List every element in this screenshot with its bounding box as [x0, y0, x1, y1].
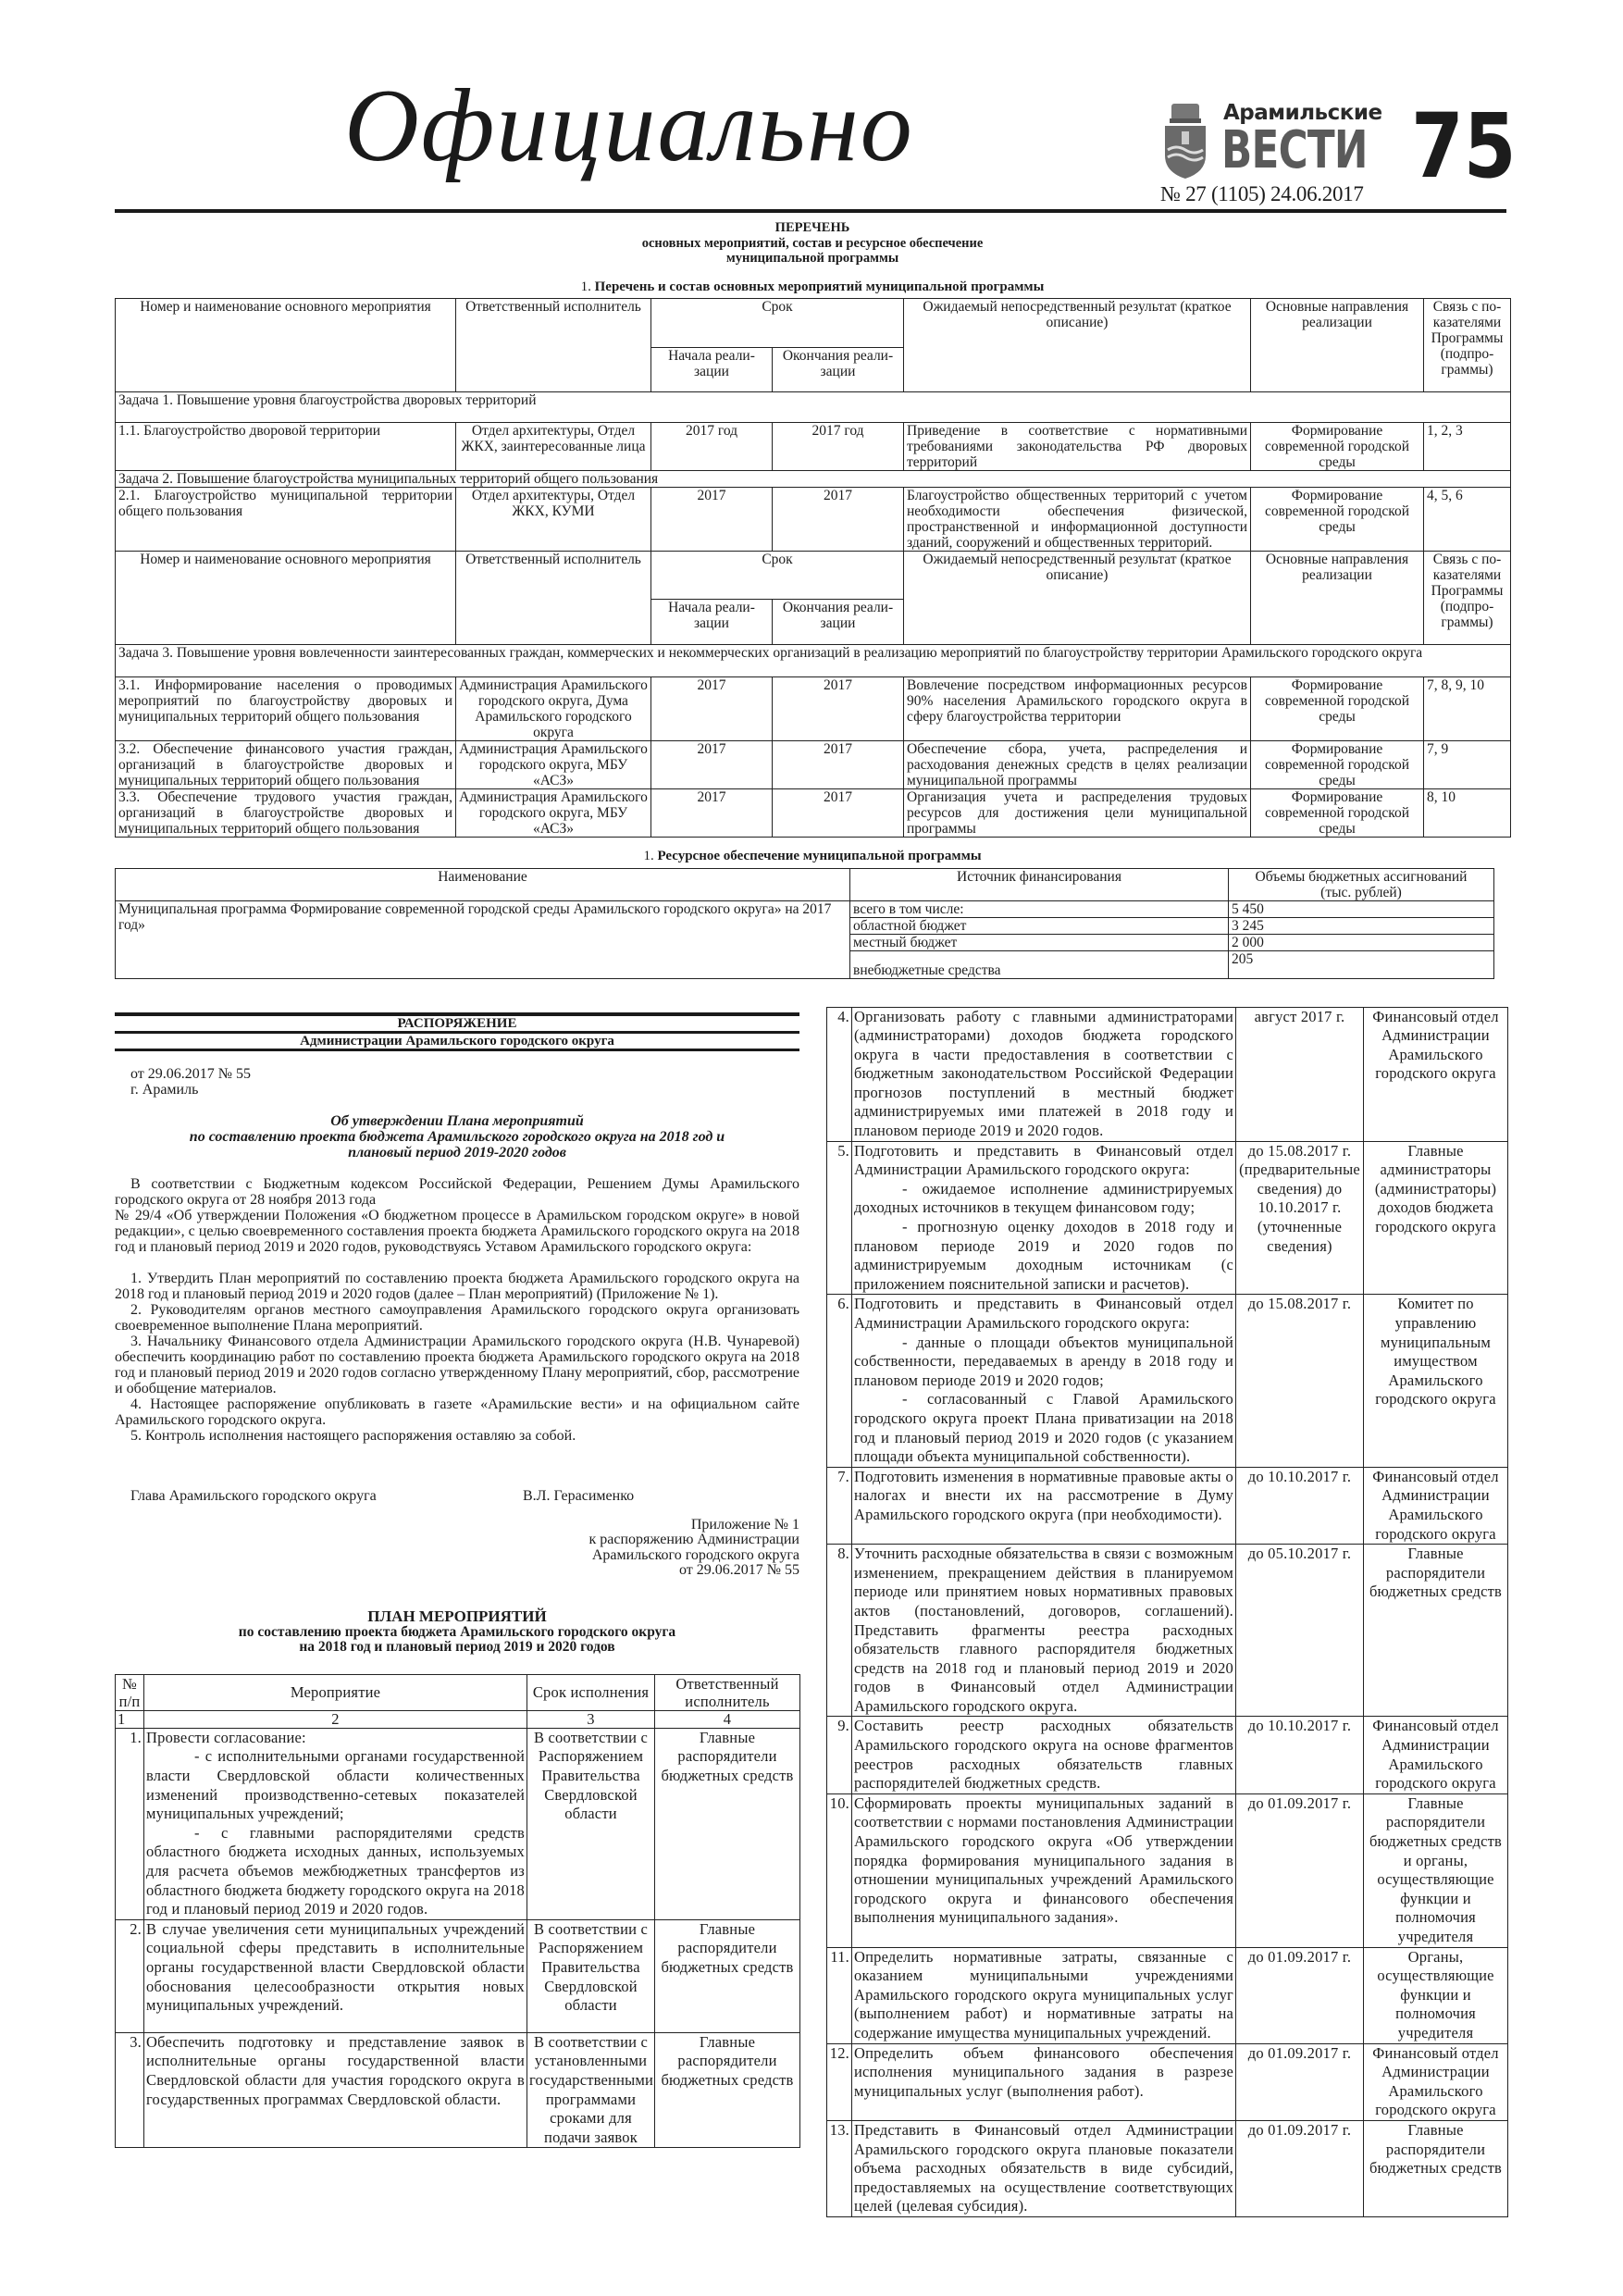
plan-activity-paragraph: Провести согласование:: [146, 1728, 306, 1746]
signature-title: Глава Арамильского городского округа: [130, 1487, 377, 1504]
header-term: Срок: [651, 299, 904, 348]
plan-activity-paragraph: - с исполнительными органами государственной власти Свердловской области количественных изменений производственно-сетевых показателей муниципальных учреждений;: [146, 1747, 525, 1823]
plan-header-activity: Мероприятие: [144, 1674, 527, 1710]
header-start: Начала реали- зации: [651, 600, 773, 645]
perechen-title: ПЕРЕЧЕНЬ: [774, 220, 850, 235]
resources-row: [116, 900, 1494, 917]
plan-row-activity: [852, 1141, 1236, 1295]
plan-header-row: [116, 1674, 800, 1710]
plan-row: [827, 1467, 1508, 1544]
funding-amount: 205: [1229, 950, 1494, 978]
section-title: Официально: [344, 68, 914, 183]
plan-row-number: 2.: [116, 1919, 144, 2032]
plan-activity-paragraph: - с главными распорядителями средств областного бюджета исходных данных, используемых для расчета объемов межбюджетных трансфертов из областного бюджета бюджету городского округа на 2018 год и плановый период 2019 и 2020 годов.: [146, 1823, 525, 1918]
plan-row-executor: Главные распорядители бюджетных средств: [655, 1919, 800, 2032]
plan-column-numbers-row: [116, 1710, 800, 1728]
coat-of-arms-icon: [1162, 102, 1208, 180]
activity-link: 1, 2, 3: [1424, 423, 1511, 471]
plan-row-executor: Главные распорядители бюджетных средств и органы, осуществляющие функции и полномочия учредителя: [1364, 1793, 1508, 1947]
plan-column-number: 4: [655, 1710, 800, 1728]
activity-start: 2017: [651, 488, 773, 552]
plan-row-deadline: до 01.09.2017 г.: [1236, 1793, 1364, 1947]
order-point: 1. Утвердить План мероприятий по составлению проекта бюджета Арамильского городского округа на 2018 год и плановый период 2019 и 2020 годов (далее – План мероприятий) (Приложение № 1).: [115, 1270, 799, 1302]
task-row: [116, 392, 1511, 423]
activity-start: 2017: [651, 741, 773, 789]
activity-name: 3.2. Обеспечение финансового участия граждан, организаций в благоустройстве дворовых и муниципальных территорий общего пользования: [116, 741, 456, 789]
plan-activity-paragraph: Организовать работу с главными администраторами (администраторами) доходов бюджета городского округа в части предоставления в соответствии с бюджетным законодательством Российской Федерации прогнозов поступлений в местный бюджет администрируемых ими платежей в 2018 году и плановом периоде 2019 и 2020 годов.: [854, 1007, 1233, 1140]
funding-amount: 5 450: [1229, 900, 1494, 917]
header-end: Окончания реали- зации: [773, 348, 904, 392]
right-column: [826, 1007, 1507, 2217]
order-points: [115, 1271, 799, 1444]
page-content: [115, 220, 1510, 2217]
plan-row-activity: [144, 2032, 527, 2148]
plan-row-deadline: август 2017 г.: [1236, 1007, 1364, 1141]
header-link: Связь с по- казателями Программы (подпро- граммы): [1424, 552, 1511, 645]
plan-row-executor: Главные распорядители бюджетных средств: [655, 1728, 800, 1919]
activity-directions: Формирование современной городской среды: [1251, 423, 1424, 471]
plan-subtitle-2: на 2018 год и плановый период 2019 и 2020 годов: [299, 1639, 615, 1656]
plan-row: [827, 1007, 1508, 1141]
header-result: Ожидаемый непосредственный результат (краткое описание): [904, 552, 1251, 645]
plan-activity-paragraph: Составить реестр расходных обязательств Арамильского городского округа на основе фрагментов реестров расходных обязательств главных распорядителей бюджетных средств.: [854, 1717, 1233, 1793]
activity-directions: Формирование современной городской среды: [1251, 789, 1424, 838]
plan-activity-paragraph: Определить нормативные затраты, связанные с оказанием муниципальными учреждениями Арамильского городского округа муниципальных услуг (выполнением работ) и нормативные затраты на содержание имущества муниципальных учреждений.: [854, 1947, 1233, 2042]
plan-row-deadline: до 10.10.2017 г.: [1236, 1717, 1364, 1793]
plan-subtitle-1: по составлению проекта бюджета Арамильского городского округа: [238, 1623, 676, 1640]
plan-row-executor: Финансовый отдел Администрации Арамильского городского округа: [1364, 2043, 1508, 2120]
plan-row-number: 7.: [827, 1467, 852, 1544]
plan-activity-paragraph: Подготовить и представить в Финансовый отдел Администрации Арамильского городского округа:: [854, 1295, 1233, 1332]
activity-name: 3.1. Информирование населения о проводимых мероприятий по благоустройству дворовых и муниципальных территорий общего пользования: [116, 677, 456, 741]
appendix-line-3: Арамильского городского округа: [591, 1546, 799, 1563]
activity-result: Благоустройство общественных территорий с учетом необходимости обеспечения физической, пространственной и информационной доступности зданий, сооружений и общественных территорий.: [904, 488, 1251, 552]
activity-start: 2017: [651, 789, 773, 838]
header-directions: Основные направления реализации: [1251, 299, 1424, 392]
activity-link: 8, 10: [1424, 789, 1511, 838]
order-body: [115, 1066, 799, 1444]
funding-source: областной бюджет: [850, 917, 1229, 934]
header-divider: [115, 209, 1506, 213]
plan-row-activity: [852, 1467, 1236, 1544]
plan-title: ПЛАН МЕРОПРИЯТИЙ: [367, 1607, 547, 1625]
plan-activity-paragraph: Подготовить изменения в нормативные правовые акты о налогах и внести их на рассмотрение в Думу Арамильского городского округа (при необходимости).: [854, 1467, 1233, 1523]
activity-result: Вовлечение посредством информационных ресурсов 90% населения Арамильского городского округа в сферу благоустройства территории: [904, 677, 1251, 741]
activity-row: [116, 677, 1511, 741]
header-activity: Номер и наименование основного мероприятия: [116, 299, 456, 392]
list-table-heading-text: Перечень и состав основных мероприятий муниципальной программы: [594, 279, 1045, 294]
plan-row: [827, 1717, 1508, 1793]
plan-row-activity: [852, 1295, 1236, 1467]
plan-row-deadline: до 01.09.2017 г.: [1236, 2043, 1364, 2120]
appendix-line-1: Приложение № 1: [690, 1516, 799, 1533]
task-cell: Задача 1. Повышение уровня благоустройства дворовых территорий: [116, 392, 1511, 423]
plan-row-number: 4.: [827, 1007, 852, 1141]
plan-activity-paragraph: Определить объем финансового обеспечения исполнения муниципального задания в разрезе муниципальных услуг (выполнения работ).: [854, 2043, 1233, 2100]
resources-header-source: Источник финансирования: [850, 868, 1229, 900]
plan-row-executor: Главные распорядители бюджетных средств: [1364, 1545, 1508, 1717]
plan-activity-paragraph: Подготовить и представить в Финансовый отдел Администрации Арамильского городского округа:: [854, 1141, 1233, 1179]
plan-row-number: 6.: [827, 1295, 852, 1467]
plan-activity-paragraph: - данные о площади объектов муниципальной собственности, передаваемых в аренду в 2018 году и плановом периоде 2019 и 2020 годов;: [854, 1333, 1233, 1389]
activity-name: 2.1. Благоустройство муниципальной территории общего пользования: [116, 488, 456, 552]
plan-row-deadline: В соответствии с установленными государственными программами сроками для подачи заявок: [527, 2032, 655, 2148]
plan-header-deadline: Срок исполнения: [527, 1674, 655, 1710]
plan-row-activity: [852, 1545, 1236, 1717]
plan-header-executor: Ответственный исполнитель: [655, 1674, 800, 1710]
resources-table: [115, 868, 1494, 979]
activity-row: [116, 741, 1511, 789]
header-executor: Ответственный исполнитель: [456, 299, 651, 392]
plan-row-deadline: до 01.09.2017 г.: [1236, 1947, 1364, 2043]
header-executor: Ответственный исполнитель: [456, 552, 651, 645]
plan-row-deadline: до 05.10.2017 г.: [1236, 1545, 1364, 1717]
header-end: Окончания реали- зации: [773, 600, 904, 645]
activity-row: [116, 423, 1511, 471]
plan-row: [827, 1295, 1508, 1467]
perechen-subtitle-1: основных мероприятий, состав и ресурсное обеспечение: [641, 235, 984, 251]
task-row: [116, 471, 1511, 488]
table-header-row: [116, 552, 1511, 600]
task-cell: Задача 3. Повышение уровня вовлеченности заинтересованных граждан, коммерческих и некоммерческих организаций в реализацию мероприятий по благоустройству территории Арамильского городского округа: [116, 645, 1511, 677]
plan-row-executor: Финансовый отдел Администрации Арамильского городского округа: [1364, 1467, 1508, 1544]
plan-column-number: 1: [116, 1710, 144, 1728]
plan-activity-paragraph: Сформировать проекты муниципальных заданий в соответствии с нормами постановления Администрации Арамильского городского округа «Об утверждении порядка формирования муниципального задания в отношении муниципальных учреждений Арамильского городского округа и финансового обеспечения выполнения муниципального задания».: [854, 1793, 1233, 1927]
activity-end: 2017: [773, 741, 904, 789]
plan-activity-paragraph: - ожидаемое исполнение администрируемых доходных источников в текущем финансовом году;: [854, 1179, 1233, 1217]
plan-heading: [115, 1608, 799, 1656]
header-start: Начала реали- зации: [651, 348, 773, 392]
plan-row-activity: [852, 2120, 1236, 2216]
activity-start: 2017 год: [651, 423, 773, 471]
activity-link: 4, 5, 6: [1424, 488, 1511, 552]
appendix-note: [115, 1518, 799, 1579]
activity-link: 7, 9: [1424, 741, 1511, 789]
activity-row: [116, 789, 1511, 838]
plan-row-executor: Главные распорядители бюджетных средств: [1364, 2120, 1508, 2216]
plan-row: [116, 1728, 800, 1919]
activity-directions: Формирование современной городской среды: [1251, 488, 1424, 552]
list-table-heading-prefix: 1.: [580, 279, 595, 294]
funding-amount: 3 245: [1229, 917, 1494, 934]
perechen-subtitle-2: муниципальной программы: [725, 251, 899, 266]
plan-activity-paragraph: - согласованный с Главой Арамильского городского округа проект Плана приватизации на 2018 год и плановый период 2019 и 2020 годов (с указанием площади объекта муниципальной собственности).: [854, 1390, 1233, 1466]
resources-header-amount: Объемы бюджетных ассигнований (тыс. рублей): [1229, 868, 1494, 900]
task-cell: Задача 2. Повышение благоустройства муниципальных территорий общего пользования: [116, 471, 1511, 488]
plan-row-number: 8.: [827, 1545, 852, 1717]
plan-row-deadline: В соответствии с Распоряжением Правительства Свердловской области: [527, 1728, 655, 1919]
plan-row: [827, 2120, 1508, 2216]
page-number: 75: [1411, 94, 1517, 198]
logo-title-top: Арамильские: [1223, 101, 1382, 125]
plan-row-activity: [852, 2043, 1236, 2120]
activity-result: Приведение в соответствие с нормативными требованиями законодательства РФ дворовых территорий: [904, 423, 1251, 471]
resources-heading-prefix: 1.: [643, 849, 658, 863]
activity-executor: Администрация Арамильского городского округа, Дума Арамильского городского округа: [456, 677, 651, 741]
activity-start: 2017: [651, 677, 773, 741]
activity-link: 7, 8, 9, 10: [1424, 677, 1511, 741]
appendix-line-2: к распоряжению Администрации: [588, 1532, 799, 1548]
order-point: 2. Руководителям органов местного самоуправления Арамильского городского округа организовать своевременное выполнение Плана мероприятий.: [115, 1301, 799, 1334]
activities-table: [115, 298, 1511, 838]
activity-executor: Отдел архитектуры, Отдел ЖКХ, заинтересованные лица: [456, 423, 651, 471]
plan-activity-paragraph: Представить в Финансовый отдел Администрации Арамильского городского округа плановые показатели объема расходных обязательств в виде субсидий, предоставляемых на осуществление соответствующих целей (целевая субсидия).: [854, 2120, 1233, 2215]
perechen-heading: [115, 220, 1510, 267]
order-point: 4. Настоящее распоряжение опубликовать в газете «Арамильские вести» и на официальном сайте Арамильского городского округа.: [115, 1396, 799, 1428]
activity-end: 2017: [773, 789, 904, 838]
activity-executor: Отдел архитектуры, Отдел ЖКХ, КУМИ: [456, 488, 651, 552]
activity-end: 2017: [773, 677, 904, 741]
signature-block: [115, 1488, 799, 1505]
signature-name: В.Л. Герасименко: [523, 1487, 635, 1504]
header-term: Срок: [651, 552, 904, 600]
plan-row: [116, 2032, 800, 2148]
plan-row-activity: [852, 1947, 1236, 2043]
logo-title-main: ВЕСТИ: [1221, 120, 1368, 180]
activity-executor: Администрация Арамильского городского округа, МБУ «АСЗ»: [456, 789, 651, 838]
resources-header-name: Наименование: [116, 868, 850, 900]
activity-name: 1.1. Благоустройство дворовой территории: [116, 423, 456, 471]
order-rule-bottom: [115, 1049, 799, 1051]
plan-row-number: 1.: [116, 1728, 144, 1919]
plan-activity-paragraph: Уточнить расходные обязательства в связи с возможным изменением, прекращением действия в планируемом периоде или принятием новых нормативных правовых актов (постановлений, договоров, соглашений). Представить фрагменты реестра расходных обязательств главного распорядителя бюджетных средств на 2018 год и плановый период 2019 и 2020 годов в Финансовый отдел Администрации Арамильского городского округа.: [854, 1545, 1233, 1715]
plan-row-executor: Главные администраторы (администраторы) доходов бюджета городского округа: [1364, 1141, 1508, 1295]
resources-heading: [115, 849, 1510, 864]
plan-row: [827, 2043, 1508, 2120]
order-date-number: от 29.06.2017 № 55: [130, 1065, 252, 1082]
plan-activity-paragraph: Обеспечить подготовку и представление заявок в исполнительные органы государственной власти Свердловской области для участия городского округа в государственных программах Свердловской области.: [146, 2032, 525, 2108]
table-header-row: [116, 299, 1511, 348]
plan-row-number: 9.: [827, 1717, 852, 1793]
plan-row-number: 13.: [827, 2120, 852, 2216]
issue-info: № 27 (1105) 24.06.2017: [1160, 182, 1364, 205]
order-title: РАСПОРЯЖЕНИЕ: [397, 1015, 517, 1031]
plan-row-number: 3.: [116, 2032, 144, 2148]
plan-row-executor: Органы, осуществляющие функции и полномочия учредителя: [1364, 1947, 1508, 2043]
order-subject-line-2: по составлению проекта бюджета Арамильского городского округа на 2018 год и плановый период 2019-2020 годов: [189, 1128, 725, 1160]
plan-row-executor: Финансовый отдел Администрации Арамильского городского округа: [1364, 1717, 1508, 1793]
activity-end: 2017: [773, 488, 904, 552]
plan-row-activity: [852, 1717, 1236, 1793]
plan-row: [827, 1947, 1508, 2043]
list-table-heading: [115, 279, 1510, 295]
order-point: 5. Контроль исполнения настоящего распоряжения оставляю за собой.: [130, 1427, 576, 1444]
order-preamble: В соответствии с Бюджетным кодексом Российской Федерации, Решением Думы Арамильского городского округа от 28 ноября 2013 года № 29/4 «Об утверждении Положения «О бюджетном процессе в Арамильском городском округе» в новой редакции», с целью своевременного составления проекта бюджета Арамильского городского округа на 2018 год и плановый период 2019 и 2020 годов, руководствуясь Уставом Арамильского городского округа:: [115, 1175, 799, 1255]
plan-activity-paragraph: - прогнозную оценку доходов в 2018 году и плановом периоде 2019 и 2020 годов по администрируемым доходным источникам (с приложением пояснительной записки и расчетов).: [854, 1218, 1233, 1293]
plan-row-number: 12.: [827, 2043, 852, 2120]
resources-heading-text: Ресурсное обеспечение муниципальной программы: [657, 849, 982, 863]
lower-columns: [115, 1007, 1510, 2217]
plan-row-number: 10.: [827, 1793, 852, 1947]
plan-row-number: 5.: [827, 1141, 852, 1295]
left-column: [115, 1007, 799, 2149]
activity-row: [116, 488, 1511, 552]
task-row: [116, 645, 1511, 677]
order-subject-line-1: Об утверждении Плана мероприятий: [330, 1112, 584, 1129]
plan-activity-paragraph: В случае увеличения сети муниципальных учреждений социальной сферы представить в исполнительные органы государственной власти Свердловской области обоснования целесообразности открытия новых муниципальных учреждений.: [146, 1919, 525, 2015]
funding-amount: 2 000: [1229, 934, 1494, 950]
plan-row-activity: [144, 1919, 527, 2032]
appendix-line-4: от 29.06.2017 № 55: [678, 1562, 799, 1579]
activity-result: Обеспечение сбора, учета, распределения и расходования денежных средств в целях реализации муниципальной программы: [904, 741, 1251, 789]
plan-row-deadline: до 10.10.2017 г.: [1236, 1467, 1364, 1544]
header-activity: Номер и наименование основного мероприятия: [116, 552, 456, 645]
header-result: Ожидаемый непосредственный результат (краткое описание): [904, 299, 1251, 392]
funding-source: внебюджетные средства: [850, 950, 1229, 978]
plan-row-activity: [144, 1728, 527, 1919]
funding-source: местный бюджет: [850, 934, 1229, 950]
plan-row-deadline: до 15.08.2017 г. (предварительные сведения) до 10.10.2017 г. (уточненные сведения): [1236, 1141, 1364, 1295]
activity-executor: Администрация Арамильского городского округа, МБУ «АСЗ»: [456, 741, 651, 789]
plan-row-deadline: до 15.08.2017 г.: [1236, 1295, 1364, 1467]
order-city: г. Арамиль: [130, 1081, 199, 1098]
activity-end: 2017 год: [773, 423, 904, 471]
resources-header-row: [116, 868, 1494, 900]
plan-row-executor: Финансовый отдел Администрации Арамильского городского округа: [1364, 1007, 1508, 1141]
plan-row-executor: Главные распорядители бюджетных средств: [655, 2032, 800, 2148]
header-link: Связь с по- казателями Программы (подпро- граммы): [1424, 299, 1511, 392]
plan-row-executor: Комитет по управлению муниципальным имуществом Арамильского городского округа: [1364, 1295, 1508, 1467]
header-directions: Основные направления реализации: [1251, 552, 1424, 645]
plan-table-left: [115, 1674, 800, 2149]
funding-source: всего в том числе:: [850, 900, 1229, 917]
activity-result: Организация учета и распределения трудовых ресурсов для достижения цели муниципальной программы: [904, 789, 1251, 838]
plan-row-deadline: В соответствии с Распоряжением Правительства Свердловской области: [527, 1919, 655, 2032]
order-subject: [115, 1113, 799, 1160]
program-name: Муниципальная программа Формирование современной городской среды Арамильского городского округа» на 2017 год»: [116, 900, 850, 978]
order-point: 3. Начальнику Финансового отдела Администрации Арамильского городского округа (Н.В. Чунаревой) обеспечить координацию работ по составлению проекта бюджета Арамильского городского округа на 2018 год и плановый период 2019 и 2020 годов согласно утвержденному Плану мероприятий, сбор, рассмотрение и обобщение материалов.: [115, 1333, 799, 1396]
plan-row-deadline: до 01.09.2017 г.: [1236, 2120, 1364, 2216]
order-rule-top: [115, 1012, 799, 1016]
plan-column-number: 3: [527, 1710, 655, 1728]
plan-row: [827, 1141, 1508, 1295]
plan-row-activity: [852, 1793, 1236, 1947]
plan-row-activity: [852, 1007, 1236, 1141]
plan-table-continued: [826, 1007, 1508, 2217]
activity-directions: Формирование современной городской среды: [1251, 741, 1424, 789]
plan-row: [827, 1793, 1508, 1947]
plan-header-num: № п/п: [116, 1674, 144, 1710]
activity-directions: Формирование современной городской среды: [1251, 677, 1424, 741]
plan-row: [116, 1919, 800, 2032]
plan-row: [827, 1545, 1508, 1717]
plan-column-number: 2: [144, 1710, 527, 1728]
order-issuer: Администрации Арамильского городского округа: [300, 1033, 614, 1049]
plan-row-number: 11.: [827, 1947, 852, 2043]
activity-name: 3.3. Обеспечение трудового участия граждан, организаций в благоустройстве дворовых и муниципальных территорий общего пользования: [116, 789, 456, 838]
